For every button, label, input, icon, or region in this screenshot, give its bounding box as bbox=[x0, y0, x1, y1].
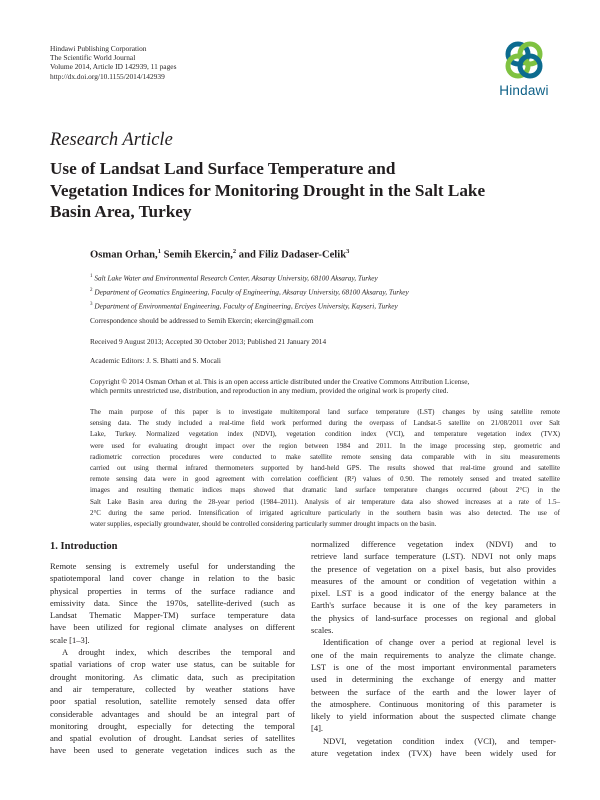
correspondence-note: Correspondence should be addressed to Semih Ekercin; ekercin@gmail.com bbox=[90, 316, 314, 325]
body-line: physical properties in terms of the surface radiance and bbox=[50, 585, 295, 596]
body-column-left bbox=[50, 560, 295, 757]
abstract-line: 2°C during the same period. Intensification of irrigated agriculture particularly in the southern basin was also detected. The use of bbox=[90, 508, 560, 517]
author-list bbox=[90, 248, 349, 261]
author-affil-mark: 1 bbox=[157, 248, 161, 255]
doi-link[interactable]: http://dx.doi.org/10.1155/2014/142939 bbox=[50, 71, 165, 81]
affiliation-item bbox=[90, 271, 560, 285]
body-line: and air temperature, collected by weather stations have bbox=[50, 683, 295, 694]
body-line: Identification of change over a period at regional level is bbox=[323, 637, 556, 648]
abstract-line: The main purpose of this paper is to investigate multitemporal land surface temperature (LST) changes by using satellite remote bbox=[90, 408, 560, 416]
body-line: drought monitoring. As climatic data, such as precipitation bbox=[50, 671, 295, 682]
body-line: [4]. bbox=[311, 723, 324, 734]
body-line: ature vegetation index (TVX) have been widely used for bbox=[311, 748, 556, 759]
body-line: pixel. LST is a good indicator of the energy balance at the bbox=[311, 588, 556, 599]
abstract-line: remote sensing data were in good agreement with correlation coefficient (R²) values of 0.90. The remotely sensed and treated satellite bbox=[90, 475, 560, 484]
abstract-line: images and resulting thematic indices maps showed that dramatic land surface temperature changes occurred (about 2°C) in the bbox=[90, 486, 560, 495]
body-line: considerable advantages and should be an integral part of bbox=[50, 708, 295, 719]
abstract-line: Salt Lake Basin area during the 28-year period (1984–2011). Analysis of air temperature data also showed increases at a rate of 1.5– bbox=[90, 497, 560, 506]
affiliation-text: Salt Lake Water and Environmental Research Center, Aksaray University, 68100 Aksaray, Turkey bbox=[94, 273, 378, 283]
abstract-line: water supplies, especially groundwater, should be controlled considering particularly summer drought impacts on the basin. bbox=[90, 520, 437, 529]
body-line: Landsat Thematic Mapper-TM) surface temperature data bbox=[50, 610, 295, 621]
interlocking-rings-icon bbox=[502, 38, 546, 82]
title-line: Use of Landsat Land Surface Temperature and bbox=[50, 159, 396, 178]
article-type: Research Article bbox=[50, 130, 173, 150]
copyright-notice bbox=[90, 377, 560, 396]
body-line: used in determining the exchange of energy and matter bbox=[311, 674, 556, 685]
author-name: Semih Ekercin, bbox=[163, 249, 233, 261]
body-line: and spatial evolution of drought. Landsat series of satellites bbox=[50, 733, 295, 744]
body-line: A drought index, which describes the temporal and bbox=[62, 647, 295, 658]
hindawi-logo bbox=[492, 38, 556, 108]
affiliation-item bbox=[90, 299, 560, 313]
author-name: and Filiz Dadaser-Celik bbox=[238, 249, 347, 261]
copyright-line: Copyright © 2014 Osman Orhan et al. This is an open access article distributed under the Creative Commons Attribution License, bbox=[90, 377, 470, 386]
body-line: poor spatial resolution, satellite remotely sensed data offer bbox=[50, 696, 295, 707]
body-line: have been used to generate vegetation indices such as the bbox=[50, 745, 295, 756]
body-line: normalized difference vegetation index (NDVI) and to bbox=[311, 539, 556, 549]
abstract-line: Lake, Turkey. Normalized vegetation index (NDVI), vegetation condition index (VCI), and temperature vegetation index (TVX) bbox=[90, 430, 560, 439]
body-line: have been utilized for regional climate analyses on different bbox=[50, 622, 295, 633]
body-line: scales. bbox=[311, 625, 334, 636]
paper-title bbox=[50, 158, 550, 223]
publication-dates: Received 9 August 2013; Accepted 30 October 2013; Published 21 January 2014 bbox=[90, 337, 327, 346]
affiliation-text: Department of Environmental Engineering, Faculty of Engineering, Erciyes University, Kayseri, Turkey bbox=[94, 301, 398, 311]
copyright-line: which permits unrestricted use, distribution, and reproduction in any medium, provided the original work is properly cited. bbox=[90, 386, 449, 396]
journal-name: The Scientific World Journal bbox=[50, 53, 136, 63]
abstract-line: radiometric correction procedures were conducted to make satellite remote sensing data comparable with in situ measurements bbox=[90, 452, 560, 461]
body-line: likely to yield information about the suspected climate change bbox=[311, 711, 556, 722]
body-line: Earth's surface because it is one of the key parameters in bbox=[311, 600, 556, 611]
body-line: spatial variations of crop water use status, can be suitable for bbox=[50, 659, 295, 670]
body-line: Remote sensing is extremely useful for understanding the bbox=[50, 561, 295, 571]
affiliation-item bbox=[90, 285, 560, 299]
body-line: the physics of land-surface processes on regional and global bbox=[311, 612, 556, 623]
body-line: the presence of vegetation on a pixel basis, but also provides bbox=[311, 563, 556, 574]
body-line: the atmosphere. Continuous monitoring of this parameter is bbox=[311, 698, 556, 709]
section-heading-introduction: 1. Introduction bbox=[50, 541, 118, 552]
author-name: Osman Orhan, bbox=[90, 249, 158, 261]
body-line: LST is one of the most important environmental parameters bbox=[311, 661, 556, 672]
affiliation-mark: 2 bbox=[90, 287, 93, 293]
title-line: Vegetation Indices for Monitoring Drought in the Salt Lake bbox=[50, 180, 486, 200]
publisher-name: Hindawi Publishing Corporation bbox=[50, 44, 147, 53]
body-line: scale [1–3]. bbox=[50, 634, 90, 645]
affiliations bbox=[90, 271, 560, 312]
abstract bbox=[90, 407, 560, 530]
abstract-line: carried out using thermal infrared thermometers supported by hand-held GPS. The results showed that real-time ground and satellite bbox=[90, 464, 560, 473]
body-line: one of the main requirements to analyze the climate change. bbox=[311, 649, 556, 660]
affiliation-mark: 3 bbox=[90, 301, 93, 307]
body-line: emissivity data. Since the 1970s, satellite-derived (such as bbox=[50, 597, 295, 608]
body-column-right bbox=[311, 538, 556, 759]
abstract-line: were used for evaluating drought impact over the region between 1984 and 2011. In the image processing step, geometric and bbox=[90, 441, 560, 450]
affiliation-mark: 1 bbox=[90, 274, 93, 279]
academic-editors: Academic Editors: J. S. Bhatti and S. Mocali bbox=[90, 356, 221, 365]
title-line: Basin Area, Turkey bbox=[50, 202, 192, 221]
author-affil-mark: 2 bbox=[232, 248, 237, 255]
author-affil-mark: 3 bbox=[346, 248, 350, 255]
volume-info: Volume 2014, Article ID 142939, 11 pages bbox=[50, 62, 177, 72]
logo-wordmark: Hindawi bbox=[499, 83, 549, 98]
body-line: retrieve land surface temperature (LST). NDVI not only maps bbox=[311, 551, 556, 562]
abstract-line: sensing data. The study included a real-time field work performed during the overpass of Landsat-5 satellite on 21/08/2011 over Salt bbox=[90, 419, 560, 428]
affiliation-text: Department of Geomatics Engineering, Faculty of Engineering, Aksaray University, 68100 Aksaray, Turkey bbox=[94, 287, 409, 297]
body-line: measures of the amount or condition of vegetation within a bbox=[311, 575, 556, 586]
body-line: NDVI, vegetation condition index (VCI), and temper- bbox=[323, 735, 556, 746]
body-line: monitoring drought, especially for detecting the temporal bbox=[50, 720, 295, 731]
journal-masthead bbox=[50, 44, 350, 81]
body-line: between the surface of the earth and the lower layer of bbox=[311, 686, 556, 697]
body-line: spatiotemporal land cover change in relation to the basic bbox=[50, 573, 295, 584]
